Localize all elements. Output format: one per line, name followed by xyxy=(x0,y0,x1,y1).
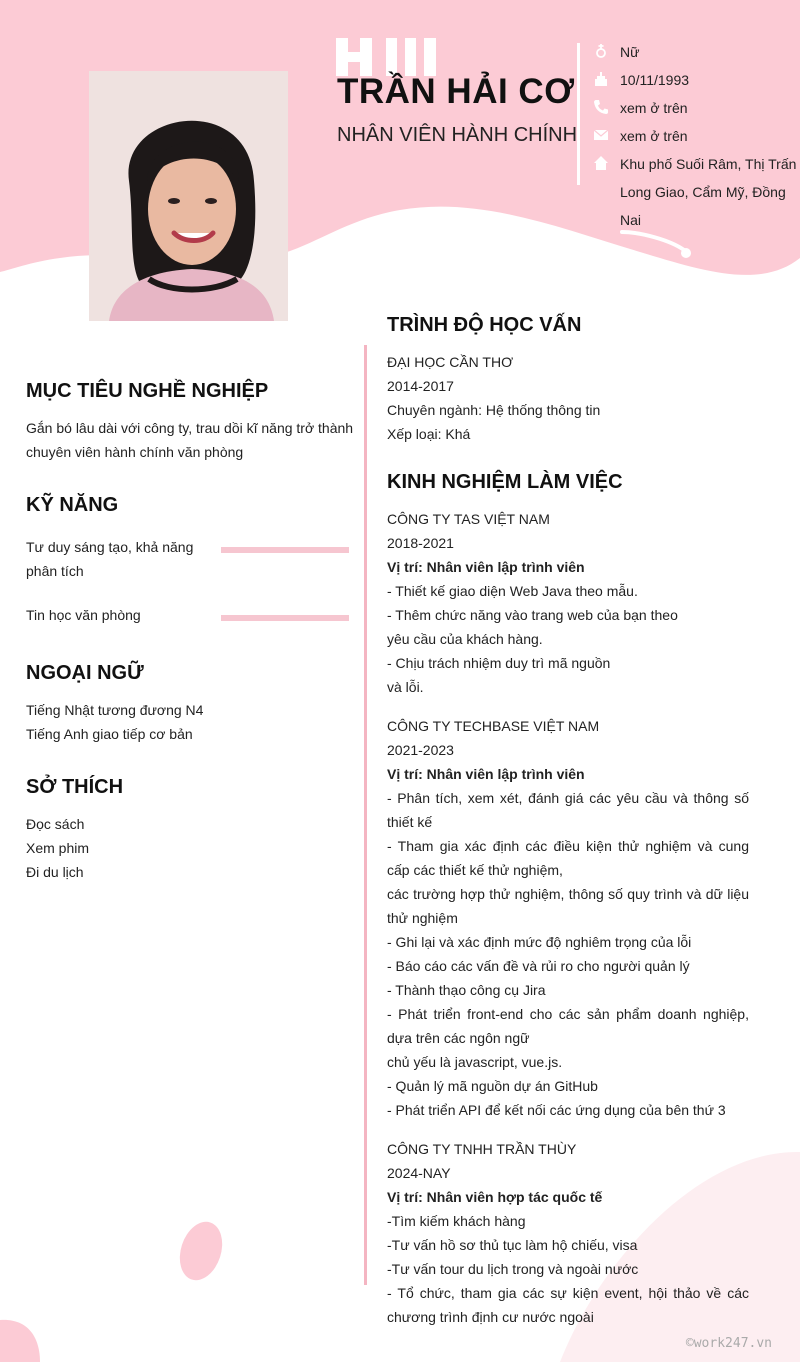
job-1-line: - Thiết kế giao diện Web Java theo mẫu. xyxy=(387,583,638,599)
contact-address xyxy=(593,150,798,234)
language-item-1: Tiếng Nhật tương đương N4 xyxy=(26,702,204,718)
hu-logo-u1 xyxy=(386,38,397,76)
education-school: ĐẠI HỌC CẦN THƠ xyxy=(387,354,514,370)
job-3 xyxy=(387,1137,749,1329)
column-divider xyxy=(364,345,367,1285)
skill-name-2: Tin học văn phòng xyxy=(26,607,141,623)
job-3-company: CÔNG TY TNHH TRẦN THÙY xyxy=(387,1141,577,1157)
skill-bar-2 xyxy=(221,615,349,621)
contact-phone xyxy=(593,94,798,122)
education-major: Chuyên ngành: Hệ thống thông tin xyxy=(387,402,601,418)
hobbies-heading: SỞ THÍCH xyxy=(26,776,124,798)
contact-email xyxy=(593,122,798,150)
language-item-2: Tiếng Anh giao tiếp cơ bản xyxy=(26,726,193,742)
hobby-item-1: Đọc sách xyxy=(26,816,85,832)
job-3-line: -Tư vấn tour du lịch trong và ngoài nước xyxy=(387,1261,639,1277)
job-2-period: 2021-2023 xyxy=(387,742,454,758)
job-1-company: CÔNG TY TAS VIỆT NAM xyxy=(387,511,550,527)
education-period: 2014-2017 xyxy=(387,378,454,394)
header-dot xyxy=(681,248,691,258)
bottom-left-blob xyxy=(173,1216,230,1285)
education-heading: TRÌNH ĐỘ HỌC VẤN xyxy=(387,314,582,336)
job-2-line: chủ yếu là javascript, vue.js. xyxy=(387,1054,563,1070)
birthday-cake-icon xyxy=(593,71,609,87)
candidate-position: NHÂN VIÊN HÀNH CHÍNH xyxy=(337,124,578,146)
gender-icon xyxy=(593,43,609,59)
contact-email-value: xem ở trên xyxy=(620,128,688,144)
job-3-line: -Tư vấn hồ sơ thủ tục làm hộ chiếu, visa xyxy=(387,1237,638,1253)
languages-heading: NGOẠI NGỮ xyxy=(26,662,144,684)
job-2-company: CÔNG TY TECHBASE VIỆT NAM xyxy=(387,718,600,734)
contact-gender-value: Nữ xyxy=(620,44,640,60)
hobby-item-3: Đi du lịch xyxy=(26,864,84,880)
profile-photo xyxy=(89,71,288,321)
skill-name-1: Tư duy sáng tạo, khả năng phân tích xyxy=(26,539,194,579)
job-2-role: Vị trí: Nhân viên lập trình viên xyxy=(387,766,585,782)
hobby-item-2: Xem phim xyxy=(26,840,90,856)
contact-address-value: Khu phố Suối Râm, Thị Trấn Long Giao, Cẩm Mỹ, Đồng Nai xyxy=(620,156,797,228)
job-2 xyxy=(387,714,749,1122)
email-icon xyxy=(593,127,609,143)
job-1-line: yêu cầu của khách hàng. xyxy=(387,631,543,647)
job-3-period: 2024-NAY xyxy=(387,1165,451,1181)
job-2-line: - Phân tích, xem xét, đánh giá các yêu cầu và thông số thiết kế xyxy=(387,790,749,830)
phone-icon xyxy=(593,99,609,115)
job-1-line: và lỗi. xyxy=(387,679,424,695)
skill-bar-1 xyxy=(221,547,349,553)
job-1-line: - Thêm chức năng vào trang web của bạn theo xyxy=(387,607,678,623)
contact-info xyxy=(593,38,798,234)
job-1-role: Vị trí: Nhân viên lập trình viên xyxy=(387,559,585,575)
skills-heading: KỸ NĂNG xyxy=(26,494,119,516)
job-3-line: - Tổ chức, tham gia các sự kiện event, hội thảo về các chương trình định cư nước ngoài xyxy=(387,1285,749,1325)
education-grade: Xếp loại: Khá xyxy=(387,426,471,442)
job-2-line: - Phát triển front-end cho các sản phẩm doanh nghiệp, dựa trên các ngôn ngữ xyxy=(387,1006,749,1046)
contact-gender xyxy=(593,38,798,66)
objective-text: Gắn bó lâu dài với công ty, trau dồi kĩ năng trở thành chuyên viên hành chính văn phòng xyxy=(26,420,354,460)
contact-birthday-value: 10/11/1993 xyxy=(620,72,690,88)
header-divider xyxy=(577,43,580,185)
experience-heading: KINH NGHIỆM LÀM VIỆC xyxy=(387,471,623,493)
job-3-line: -Tìm kiếm khách hàng xyxy=(387,1213,526,1229)
contact-phone-value: xem ở trên xyxy=(620,100,688,116)
job-2-line: - Tham gia xác định các điều kiện thử nghiệm và cung cấp các thiết kế thử nghiệm, xyxy=(387,838,749,878)
watermark: ©work247.vn xyxy=(685,1336,772,1351)
objective-heading: MỤC TIÊU NGHỀ NGHIỆP xyxy=(26,380,269,402)
job-1 xyxy=(387,507,749,699)
job-2-line: - Ghi lại và xác định mức độ nghiêm trọng của lỗi xyxy=(387,934,692,950)
contact-birthday xyxy=(593,66,798,94)
job-1-period: 2018-2021 xyxy=(387,535,454,551)
job-1-line: - Chịu trách nhiệm duy trì mã nguồn xyxy=(387,655,611,671)
home-icon xyxy=(593,155,609,171)
hu-logo-u2 xyxy=(405,38,416,76)
job-2-line: các trường hợp thử nghiệm, thông số quy trình và dữ liệu thử nghiệm xyxy=(387,886,749,926)
hu-logo-right xyxy=(360,38,372,76)
bottom-left-corner xyxy=(0,1320,40,1362)
candidate-name: TRẦN HẢI CƠ xyxy=(337,72,575,111)
job-2-line: - Quản lý mã nguồn dự án GitHub xyxy=(387,1078,598,1094)
hu-logo-u3 xyxy=(424,38,436,76)
job-3-role: Vị trí: Nhân viên hợp tác quốc tế xyxy=(387,1189,603,1205)
job-2-line: - Báo cáo các vấn đề và rủi ro cho người quản lý xyxy=(387,958,690,974)
job-2-line: - Thành thạo công cụ Jira xyxy=(387,982,546,998)
job-2-line: - Phát triển API để kết nối các ứng dụng của bên thứ 3 xyxy=(387,1102,726,1118)
